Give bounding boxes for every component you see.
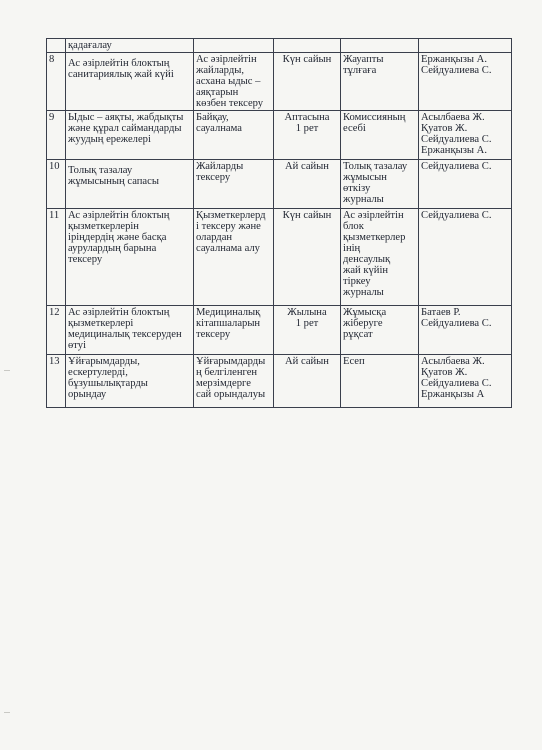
cell-form [341,53,419,111]
cell-method [194,160,274,209]
period-text-line: 1 рет [295,123,319,134]
margin-mark [4,712,10,713]
cell-period [274,160,341,209]
resp-text-line: Сейдуалиева С. [421,161,492,172]
task-text-line: жуудың ережелері [68,134,151,145]
period-text-line: Ай сайын [285,356,329,367]
cell-method [194,111,274,160]
period-text-line: Ай сайын [285,161,329,172]
form-text-line: журналы [343,194,384,205]
method-text-line: Қызметкерлерд [196,210,266,221]
method-text-line: Ас әзірлейтін [196,54,257,65]
resp-text-line: Сейдуалиева С. [421,134,492,145]
method-text-line: ң белгіленген [196,367,258,378]
cell-task [66,209,194,306]
method-text-line: Медициналық [196,307,261,318]
cell-resp [419,39,512,53]
method-text-line: асхана ыдыс – [196,76,261,87]
task-text-line: орындау [68,389,107,400]
cell-resp [419,111,512,160]
row-number: 13 [49,356,60,367]
task-text-line: бұзушылықтарды [68,378,148,389]
cell-form [341,39,419,53]
method-text-line: олардан [196,232,233,243]
row-number: 10 [49,161,60,172]
row-number: 8 [49,54,55,65]
cell-method [194,53,274,111]
resp-text-line: Ержанқызы А. [421,145,487,156]
task-text-line: аурулардың барына [68,243,157,254]
cell-method [194,355,274,408]
plan-table-body [47,39,512,408]
resp-text-line: Асылбаева Ж. [421,112,485,123]
form-text-line: журналы [343,287,384,298]
cell-method [194,306,274,355]
period-text-line: Жылына [287,307,327,318]
form-text-line: қызметкерлер [343,232,406,243]
task-text-line: Ас әзірлейтін блоктың [68,307,170,318]
resp-text-line: Асылбаева Ж. [421,356,485,367]
table-row [47,111,512,160]
task-text-line: іріңдердің және басқа [68,232,167,243]
form-text-line: Ас әзірлейтін [343,210,404,221]
method-text-line: сауалнама алу [196,243,260,254]
cell-form [341,111,419,160]
method-text-line: тексеру [196,172,231,183]
cell-num [47,160,66,209]
cell-form [341,306,419,355]
form-text-line: Толық тазалау [343,161,408,172]
form-text-line: блок [343,221,364,232]
cell-form [341,355,419,408]
table-row [47,355,512,408]
resp-text-line: Қуатов Ж. [421,123,468,134]
method-text-line: жайларды, [196,65,244,76]
task-text-line: Ас әзірлейтін блоктың [68,210,170,221]
task-text-line: ескертулерді, [68,367,128,378]
cell-form [341,209,419,306]
cell-num [47,111,66,160]
resp-text-line: Сейдуалиева С. [421,318,492,329]
method-text-line: сауалнама [196,123,242,134]
resp-text-line: Қуатов Ж. [421,367,468,378]
cell-num [47,53,66,111]
method-text-line: Ұйғарымдарды [196,356,266,367]
period-text-line: Аптасына [284,112,330,123]
form-text-line: Есеп [343,356,365,367]
cell-period [274,306,341,355]
cell-resp [419,160,512,209]
task-text-line: қызметкерлерін [68,221,139,232]
cell-period [274,209,341,306]
cell-resp [419,306,512,355]
task-text-line: тексеру [68,254,103,265]
cell-task [66,39,194,53]
task-text-line: жұмысының сапасы [68,176,159,187]
cell-num [47,209,66,306]
cell-task [66,160,194,209]
period-text-line: Күн сайын [282,54,332,65]
resp-text-line: Сейдуалиева С. [421,65,492,76]
form-text-line: есебі [343,123,366,134]
period-text-line: Күн сайын [282,210,332,221]
cell-method [194,209,274,306]
form-text-line: Жауапты [343,54,384,65]
form-text-line: өткізу [343,183,371,194]
resp-text-line: Батаев Р. [421,307,461,318]
resp-text-line: Ержанқызы А [421,389,485,400]
row-number: 11 [49,210,60,221]
task-text-line: Толық тазалау [68,165,133,176]
period-text-line: 1 рет [295,318,319,329]
method-text-line: сай орындалуы [196,389,266,400]
method-text-line: кітапшаларын [196,318,261,329]
cell-period [274,39,341,53]
table-row [47,53,512,111]
task-text-line: өтуі [68,340,87,351]
cell-period [274,53,341,111]
form-text-line: інің [343,243,361,254]
resp-text-line: Ержанқызы А. [421,54,487,65]
cell-method [194,39,274,53]
cell-resp [419,53,512,111]
form-text-line: Жұмысқа [343,307,387,318]
form-text-line: рұқсат [343,329,373,340]
task-text-line: Ыдыс – аяқты, жабдықты [68,112,184,123]
form-text-line: денсаулық [343,254,391,265]
cell-task [66,111,194,160]
table-row [47,39,512,53]
form-text-line: жай күйін [343,265,389,276]
cell-form [341,160,419,209]
task-text-line: қызметкерлері [68,318,134,329]
form-text-line: жұмысын [343,172,387,183]
table-row [47,209,512,306]
cell-period [274,111,341,160]
cell-task [66,355,194,408]
form-text-line: тұлғаға [343,65,377,76]
method-text-line: і тексеру және [196,221,261,232]
margin-mark [4,370,10,371]
cell-task [66,53,194,111]
method-text-line: аяқтарын [196,87,239,98]
form-text-line: тіркеу [343,276,371,287]
task-text-line: және құрал саймандарды [68,123,182,134]
task-text-line: Ұйғарымдарды, [68,356,140,367]
resp-text-line: Сейдуалиева С. [421,378,492,389]
form-text-line: жіберуге [343,318,383,329]
table-row [47,306,512,355]
method-text-line: Байқау, [196,112,229,123]
task-text-line: Ас әзірлейтін блоктың [68,58,170,69]
task-text-line: медициналық тексеруден [68,329,182,340]
cell-task [66,306,194,355]
method-text-line: тексеру [196,329,231,340]
method-text-line: мерзімдерге [196,378,251,389]
cell-period [274,355,341,408]
method-text-line: Жайларды [196,161,244,172]
row-number: 12 [49,307,60,318]
method-text-line: көзбен тексеру [196,98,264,109]
task-text-line: қадағалау [68,40,112,51]
task-text-line: санитариялық жай күйі [68,69,174,80]
resp-text-line: Сейдуалиева С. [421,210,492,221]
plan-table [46,38,512,408]
cell-num [47,39,66,53]
cell-num [47,306,66,355]
cell-resp [419,209,512,306]
cell-resp [419,355,512,408]
cell-num [47,355,66,408]
row-number: 9 [49,112,55,123]
form-text-line: Комиссияның [343,112,406,123]
table-row [47,160,512,209]
